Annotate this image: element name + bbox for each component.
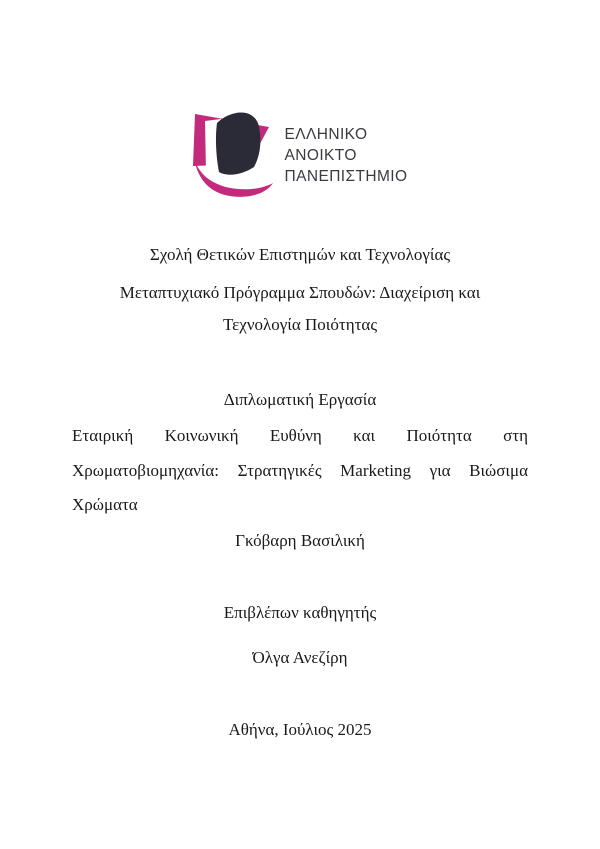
school-name: Σχολή Θετικών Επιστημών και Τεχνολογίας: [149, 245, 451, 264]
program-name-line1: Μεταπτυχιακό Πρόγραμμα Σπουδών: Διαχείριση και: [119, 283, 481, 302]
thesis-title: [72, 423, 528, 518]
supervisor-name: Όλγα Ανεζίρη: [252, 648, 348, 667]
program-name-line2: Τεχνολογία Ποιότητας: [222, 315, 378, 334]
open-book-logo-icon: [193, 112, 275, 198]
logo-dark-cover-shape: [216, 112, 260, 174]
supervisor-label: Επιβλέπων καθηγητής: [223, 603, 377, 622]
thesis-type-label: Διπλωματική Εργασία: [223, 390, 377, 409]
logo-institution-line: ΠΑΝΕΠΙΣΤΗΜΙΟ: [284, 167, 408, 185]
logo-institution-line: ΑΝΟΙΚΤΟ: [284, 146, 357, 164]
thesis-title-line3: Χρώματα: [72, 495, 138, 514]
logo-institution-name: [285, 124, 408, 187]
university-logo: [0, 0, 600, 198]
thesis-title-line2: Χρωματοβιομηχανία: Στρατηγικές Marketing για Βιώσιμα: [72, 461, 528, 480]
thesis-title-line1: Εταιρική Κοινωνική Ευθύνη και Ποιότητα στη: [72, 426, 528, 445]
place-and-date: Αθήνα, Ιούλιος 2025: [228, 720, 372, 739]
thesis-author: Γκόβαρη Βασιλική: [235, 531, 365, 550]
logo-institution-line: ΕΛΛΗΝΙΚΟ: [284, 125, 368, 143]
